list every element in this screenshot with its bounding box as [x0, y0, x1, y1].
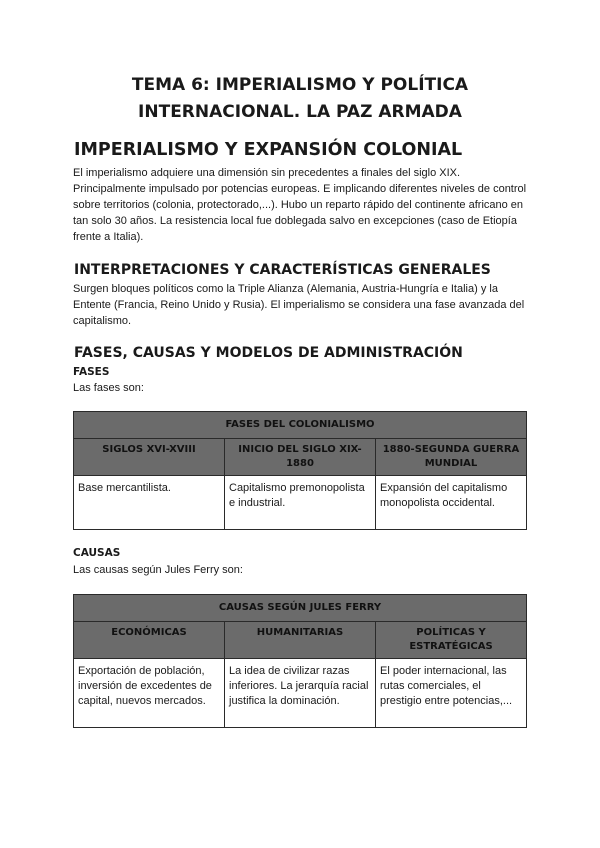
causas-cell-2: La idea de civilizar razas inferiores. La jerarquía racial justifica la dominación. — [225, 659, 376, 728]
causas-table — [73, 594, 527, 728]
section-heading-interpretaciones: INTERPRETACIONES Y CARACTERÍSTICAS GENERALES — [74, 262, 491, 278]
fases-table — [73, 411, 527, 530]
causas-intro: Las causas según Jules Ferry son: — [73, 564, 243, 576]
causas-header-2: HUMANITARIAS — [225, 622, 376, 659]
title-line-1: TEMA 6: IMPERIALISMO Y POLÍTICA — [131, 75, 469, 95]
causas-cell-1: Exportación de población, inversión de excedentes de capital, nuevos mercados. — [74, 659, 225, 728]
fases-header-3: 1880-SEGUNDA GUERRA MUNDIAL — [376, 439, 527, 476]
page-title — [60, 72, 540, 126]
causas-table-caption: CAUSAS SEGÚN JULES FERRY — [74, 595, 527, 622]
fases-table-caption: FASES DEL COLONIALISMO — [74, 412, 527, 439]
fases-label: FASES — [73, 366, 110, 378]
fases-cell-2: Capitalismo premonopolista e industrial. — [225, 476, 376, 530]
fases-intro: Las fases son: — [73, 382, 144, 394]
section-paragraph-interpretaciones: Surgen bloques políticos como la Triple Alianza (Alemania, Austria-Hungría e Italia) y la Entente (Francia, Reino Unido y Rusia). El imperialismo se considera una fase avanzada del capitalismo. — [73, 283, 525, 327]
fases-cell-3: Expansión del capitalismo monopolista occidental. — [376, 476, 527, 530]
causas-header-3: POLÍTICAS Y ESTRATÉGICAS — [376, 622, 527, 659]
causas-label: CAUSAS — [73, 547, 121, 559]
section-heading-fases: FASES, CAUSAS Y MODELOS DE ADMINISTRACIÓN — [74, 345, 463, 361]
section-paragraph-imperialismo: El imperialismo adquiere una dimensión sin precedentes a finales del siglo XIX. Principalmente impulsado por potencias europeas. E implicando diferentes niveles de control sobre territorios (colonia, protectorado,...). Hubo un reparto rápido del continente africano en tan solo 30 años. La resistencia local fue doblegada salvo en excepciones (caso de Etiopía frente a Italia). — [73, 167, 527, 243]
causas-cell-3: El poder internacional, las rutas comerciales, el prestigio entre potencias,... — [376, 659, 527, 728]
fases-header-2: INICIO DEL SIGLO XIX-1880 — [225, 439, 376, 476]
causas-header-1: ECONÓMICAS — [74, 622, 225, 659]
section-heading-imperialismo: IMPERIALISMO Y EXPANSIÓN COLONIAL — [74, 140, 463, 160]
fases-header-1: SIGLOS XVI-XVIII — [74, 439, 225, 476]
title-line-2: INTERNACIONAL. LA PAZ ARMADA — [138, 102, 462, 122]
fases-cell-1: Base mercantilista. — [74, 476, 225, 530]
